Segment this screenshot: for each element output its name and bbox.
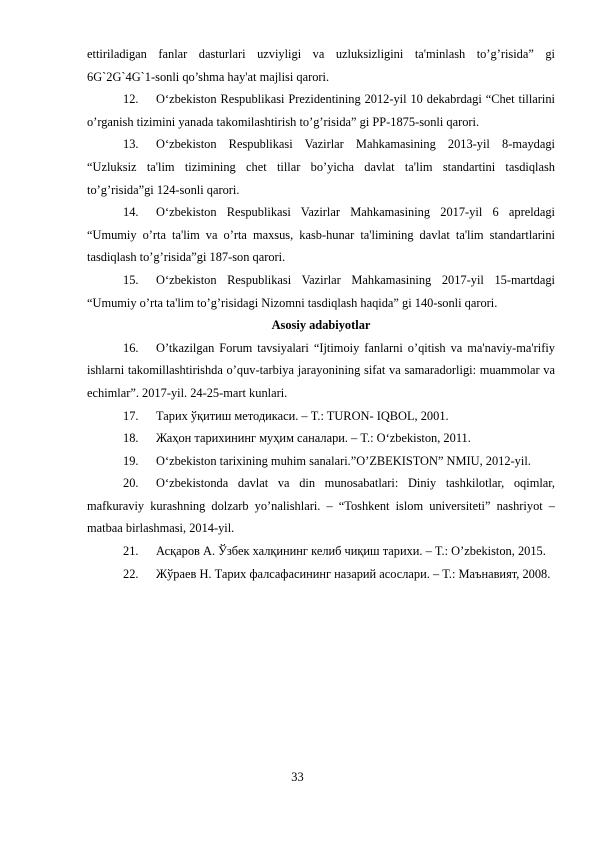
page-number: 33: [291, 770, 304, 784]
item-text: O‘zbekistonda davlat va din munosabatlari: Diniy tashkilotlar, oqimlar, mafkuraviy kurashning dolzarb yo’nalishlari. – “Toshkent islom universiteti” nashriyot –matbaa birlashmasi, 2014-yil.: [87, 476, 555, 536]
item-text: O‘zbekiston Respublikasi Vazirlar Mahkamasining 2017-yil 15-martdagi “Umumiy o’rta ta'lim to’g’risidagi Nizomni tasdiqlash haqida” gi 140-sonli qarori.: [87, 272, 555, 310]
reference-item: [87, 563, 555, 586]
item-text: O‘zbekiston Respublikasi Vazirlar Mahkamasining 2017-yil 6 apreldagi “Umumiy o’rta ta'lim va o’rta maxsus, kasb-hunar ta'limining davlat ta'lim standartlarini tasdiqlash to’g’risida”gi 187-son qarori.: [87, 205, 555, 265]
item-number: 21.: [123, 544, 139, 559]
item-number: 19.: [123, 453, 139, 468]
section-heading: Asosiy adabiyotlar: [271, 318, 371, 333]
item-number: 20.: [123, 476, 139, 491]
reference-item: [87, 450, 555, 473]
reference-item: [87, 405, 555, 428]
item-text: Тарих ўқитиш методикаси. – T.: TURON- IQBOL, 2001.: [156, 408, 449, 423]
list-item: [87, 201, 555, 269]
item-text: O‘zbekiston Respublikasi Vazirlar Mahkamasining 2013-yil 8-maydagi “Uzluksiz ta'lim tizimining chet tillar bo’yicha davlat ta'lim standartini tasdiqlash to’g’risida”gi 124-sonli qarori.: [87, 137, 555, 197]
item-text: Жўраев Н. Тарих фалсафасининг назарий асослари. – T.: Маънавият, 2008.: [156, 566, 551, 581]
page-content: [87, 43, 555, 585]
reference-item: [87, 337, 555, 405]
item-text: O’tkazilgan Forum tavsiyalari “Ijtimoiy fanlarni o’qitish va ma'naviy-ma'rifiy ishlarni takomillashtirishda o’quv-tarbiya jarayonining sifat va samaradorligi: muammolar va echimlar”. 2017-yil. 24-25-mart kunlari.: [87, 340, 555, 400]
reference-item: [87, 540, 555, 563]
list-item: [87, 43, 555, 88]
item-number: 17.: [123, 408, 139, 423]
list-item: [87, 269, 555, 314]
item-number: 14.: [123, 205, 139, 220]
item-number: 22.: [123, 566, 139, 581]
list-item: [87, 133, 555, 201]
item-number: 16.: [123, 340, 139, 355]
list-item: [87, 88, 555, 133]
item-number: 18.: [123, 431, 139, 446]
item-number: 13.: [123, 137, 139, 152]
item-number: 12.: [123, 92, 139, 107]
item-text: ettiriladigan fanlar dasturlari uzviyligi va uzluksizligini ta'minlash to’g’risida” gi 6G`2G`4G`1-sonli qo’shma hay'at majlisi qarori.: [87, 47, 555, 84]
item-text: Жаҳон тарихининг муҳим саналари. – T.: O‘zbekiston, 2011.: [156, 431, 471, 446]
item-text: O‘zbekiston Respublikasi Prezidentining 2012-yil 10 dekabrdagi “Chet tillarini o’rganish tizimini yanada takomilashtirish to’g’risida” gi PP-1875-sonli qarori.: [87, 92, 555, 129]
item-text: Асқаров А. Ўзбек халқининг келиб чиқиш тарихи. – T.: O’zbekiston, 2015.: [156, 544, 546, 559]
item-text: O‘zbekiston tarixining muhim sanalari.”O’ZBEKISTON” NMIU, 2012-yil.: [156, 453, 531, 468]
reference-item: [87, 427, 555, 450]
reference-item: [87, 472, 555, 540]
item-number: 15.: [123, 272, 139, 287]
